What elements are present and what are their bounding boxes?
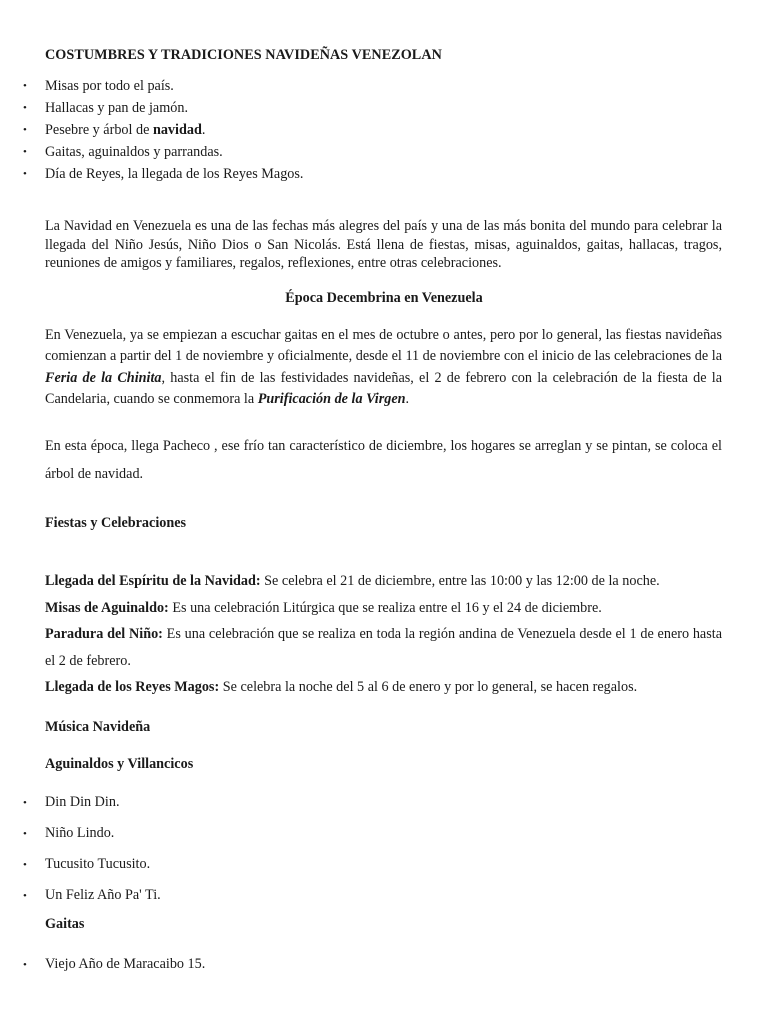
list-item — [0, 882, 161, 913]
list-item — [0, 851, 161, 882]
list-item-text: Tucusito Tucusito. — [45, 856, 151, 872]
epoca-paragraph — [45, 325, 722, 410]
document-title: COSTUMBRES Y TRADICIONES NAVIDEÑAS VENEZOLAN — [45, 47, 442, 63]
list-item — [0, 163, 303, 185]
fiesta-label: Llegada de los Reyes Magos: — [45, 679, 220, 695]
aguinaldos-heading: Aguinaldos y Villancicos — [45, 756, 194, 772]
list-item-text: Niño Lindo. — [45, 825, 115, 841]
bullet-icon: • — [23, 146, 27, 158]
fiesta-label: Paradura del Niño: — [45, 626, 163, 642]
fiesta-entry — [45, 595, 722, 622]
aguinaldos-list — [0, 789, 161, 913]
list-item-text: Un Feliz Año Pa' Ti. — [45, 887, 161, 903]
gaitas-list — [0, 951, 205, 977]
list-item-text: Hallacas y pan de jamón. — [45, 100, 189, 116]
list-item-text: Din Din Din. — [45, 794, 120, 810]
epoca-heading: Época Decembrina en Venezuela — [285, 290, 483, 306]
list-item-text-end: . — [201, 122, 206, 138]
epoca-text-1: En Venezuela, ya se empiezan a escuchar gaitas en el mes de octubre o antes, pero por lo general, las fiestas navideñas comienzan a partir del 1 de noviembre y oficialmente, desde el 11 de noviembre con el inicio de las celebraciones de la — [45, 327, 722, 365]
fiestas-list — [45, 568, 722, 701]
list-item-text: Gaitas, aguinaldos y parrandas. — [45, 144, 223, 160]
fiesta-text: Se celebra la noche del 5 al 6 de enero y por lo general, se hacen regalos. — [219, 679, 638, 695]
musica-heading: Música Navideña — [45, 719, 151, 735]
list-item-text: Misas por todo el país. — [45, 78, 174, 94]
epoca-text-3: . — [405, 390, 410, 407]
fiesta-entry — [45, 568, 722, 595]
fiesta-text: Es una celebración Litúrgica que se realiza entre el 16 y el 24 de diciembre. — [168, 599, 602, 616]
bullet-icon: • — [23, 797, 27, 809]
fiestas-heading: Fiestas y Celebraciones — [45, 515, 187, 531]
bullet-icon: • — [23, 828, 27, 840]
bullet-icon: • — [23, 124, 27, 136]
list-item — [0, 789, 161, 820]
bullet-icon: • — [23, 859, 27, 871]
list-item — [0, 141, 303, 163]
list-item — [0, 119, 303, 141]
fiesta-entry — [45, 621, 722, 674]
bullet-icon: • — [23, 890, 27, 902]
list-item-bold-text: navidad — [152, 122, 202, 138]
bullet-icon: • — [23, 168, 27, 180]
list-item — [0, 97, 303, 119]
bullet-icon: • — [23, 80, 27, 92]
feria-chinita-emphasis: Feria de la Chinita — [45, 369, 162, 386]
purificacion-emphasis: Purificación de la Virgen — [257, 390, 406, 407]
fiesta-text: Se celebra el 21 de diciembre, entre las 10:00 y las 12:00 de la noche. — [260, 573, 660, 589]
fiesta-label: Misas de Aguinaldo: — [45, 599, 169, 616]
bullet-icon: • — [23, 102, 27, 114]
list-item — [0, 820, 161, 851]
fiesta-label: Llegada del Espíritu de la Navidad: — [45, 573, 261, 589]
list-item — [0, 951, 205, 977]
pacheco-paragraph: En esta época, llega Pacheco , ese frío tan característico de diciembre, los hogares se arreglan y se pintan, se coloca el árbol de navidad. — [45, 438, 722, 482]
list-item-text: Viejo Año de Maracaibo 15. — [45, 956, 206, 972]
gaitas-heading: Gaitas — [45, 916, 85, 932]
list-item-text: Día de Reyes, la llegada de los Reyes Magos. — [45, 166, 304, 182]
list-item — [0, 75, 303, 97]
fiesta-entry — [45, 674, 722, 701]
epoca-text-2: , hasta el fin de las festividades navideñas, el 2 de febrero con la celebración de la fiesta de la Candelaria, cuando se conmemora la — [45, 369, 722, 407]
fiesta-text: Es una celebración que se realiza en toda la región andina de Venezuela desde el 1 de enero hasta el 2 de febrero. — [45, 626, 722, 669]
intro-paragraph: La Navidad en Venezuela es una de las fechas más alegres del país y una de las más bonita del mundo para celebrar la llegada del Niño Jesús, Niño Dios o San Nicolás. Está llena de fiestas, misas, aguinaldos, gaitas, hallacas, tragos, reuniones de amigos y familiares, regalos, reflexiones, entre otras celebraciones. — [45, 218, 722, 271]
customs-list — [0, 75, 303, 185]
list-item-text: Pesebre y árbol de — [45, 122, 153, 138]
bullet-icon: • — [23, 959, 27, 971]
